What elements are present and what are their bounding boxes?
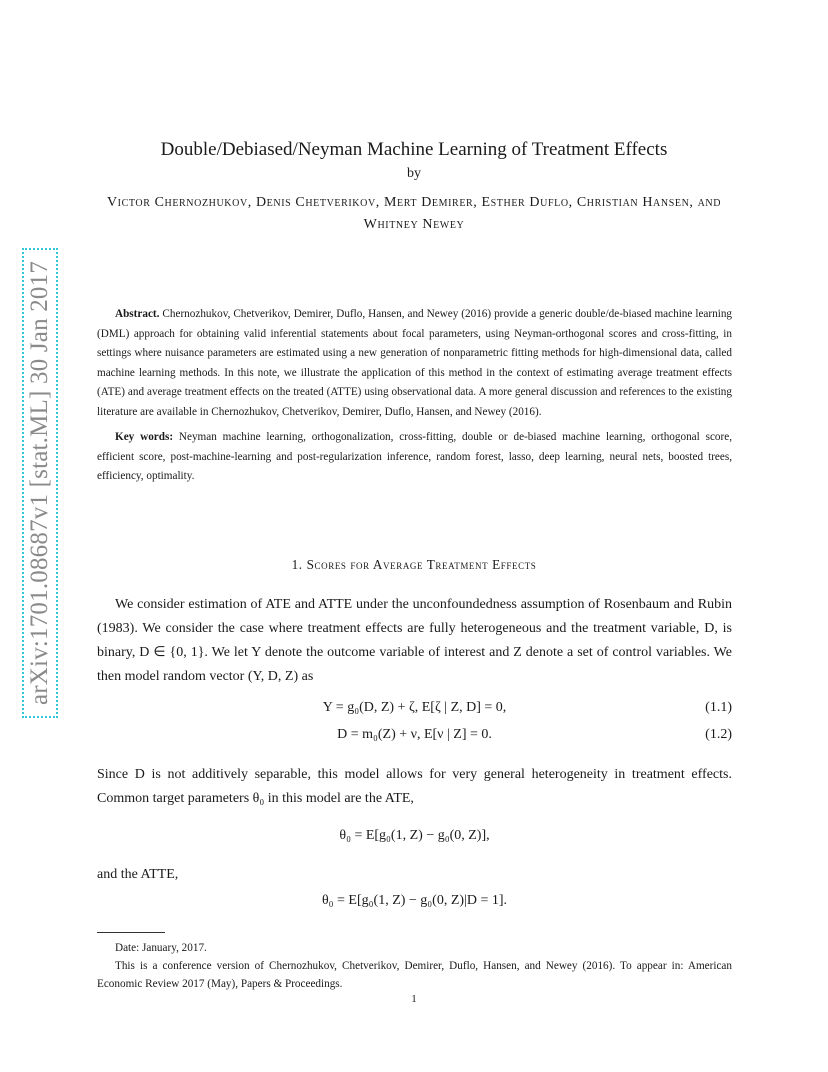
abstract-label: Abstract.: [115, 308, 160, 320]
equation-1-2-number: (1.2): [705, 727, 732, 742]
keywords-paragraph: [97, 428, 732, 487]
equation-1-1-body: Y = g₀(D, Z) + ζ, E[ζ | Z, D] = 0,: [322, 700, 507, 715]
equation-ate-body: θ₀ = E[g₀(1, Z) − g₀(0, Z)],: [339, 828, 490, 843]
equation-atte-body: θ₀ = E[g₀(1, Z) − g₀(0, Z)|D = 1].: [321, 893, 508, 908]
equation-atte: [97, 893, 732, 915]
equation-ate: [97, 828, 732, 850]
arxiv-stamp-text[interactable]: arXiv:1701.08687v1 [stat.ML] 30 Jan 2017: [22, 248, 58, 718]
equation-1-1-number: (1.1): [705, 700, 732, 715]
section-heading: 1. Scores for Average Treatment Effects: [291, 557, 537, 572]
footnote-date: Date: January, 2017.: [115, 942, 207, 954]
body-paragraph-3: and the ATTE,: [97, 867, 179, 882]
by-line: by: [407, 166, 421, 181]
page-number: 1: [411, 993, 417, 1005]
keywords-text: Neyman machine learning, orthogonalization, cross-fitting, double or de-biased machine learning, orthogonal score, efficient score, post-machine-learning and post-regularization inference, random forest, lasso, deep learning, neural nets, boosted trees, efficiency, optimality.: [97, 431, 733, 482]
body-paragraph-1: We consider estimation of ATE and ATTE under the unconfoundedness assumption of Rosenbaum and Rubin (1983). We consider the case where treatment effects are fully heterogeneous and the treatment variable, D, is binary, D ∈ {0, 1}. We let Y denote the outcome variable of interest and Z denote a set of control variables. We then model random vector (Y, D, Z) as: [97, 597, 732, 684]
footnote-rule: [97, 932, 165, 933]
equation-1-1: [97, 700, 732, 722]
equation-1-2-body: D = m₀(Z) + ν, E[ν | Z] = 0.: [337, 727, 492, 742]
footnote-conference: This is a conference version of Chernozhukov, Chetverikov, Demirer, Duflo, Hansen, and Newey (2016). To appear in: American Economic Review 2017 (May), Papers & Proceedings.: [97, 960, 732, 990]
abstract-paragraph: [97, 305, 732, 422]
paper-title: Double/Debiased/Neyman Machine Learning of Treatment Effects: [160, 139, 668, 160]
author-list: Victor Chernozhukov, Denis Chetverikov, Mert Demirer, Esther Duflo, Christian Hansen, and Whitney Newey: [106, 195, 722, 232]
body-paragraph-2: Since D is not additively separable, this model allows for very general heterogeneity in treatment effects. Common target parameters θ₀ in this model are the ATE,: [97, 767, 732, 806]
abstract-text: Chernozhukov, Chetverikov, Demirer, Duflo, Hansen, and Newey (2016) provide a generic double/de-biased machine learning (DML) approach for obtaining valid inferential statements about focal parameters, using Neyman-orthogonal scores and cross-fitting, in settings where nuisance parameters are estimated using a new generation of nonparametric fitting methods for high-dimensional data, called machine learning methods. In this note, we illustrate the application of this method in the context of estimating average treatment effects (ATE) and average treatment effects on the treated (ATTE) using observational data. A more general discussion and references to the existing literature are available in Chernozhukov, Chetverikov, Demirer, Duflo, Hansen, and Newey (2016).: [97, 308, 733, 418]
equation-1-2: [97, 727, 732, 749]
keywords-label: Key words:: [115, 431, 174, 443]
abstract-block: [97, 305, 732, 493]
